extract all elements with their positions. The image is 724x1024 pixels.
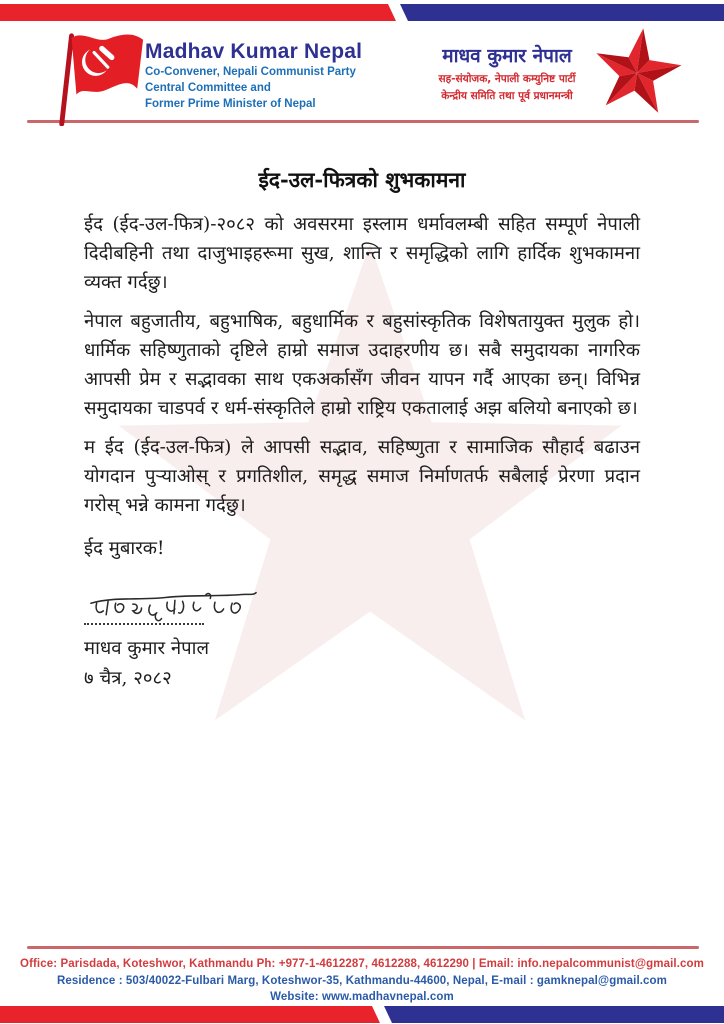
letter-date: ७ चैत्र, २०८२ xyxy=(84,668,172,689)
letter-paragraph-1: ईद (ईद-उल-फित्र)-२०८२ को अवसरमा इस्लाम धर्मावलम्बी सहित सम्पूर्ण नेपाली दिदीबहिनी तथा दाजुभाइहरूमा सुख, शान्ति र समृद्धिको लागि हार्दिक शुभकामना व्यक्त गर्दछु। xyxy=(84,214,640,293)
red-star-icon xyxy=(584,26,690,120)
nepali-role-line-1: सह-संयोजक, नेपाली कम्युनिष्ट पार्टी xyxy=(438,73,576,85)
nepali-role-line-2: केन्द्रीय समिति तथा पूर्व प्रधानमन्त्री xyxy=(441,90,573,102)
footer-residence-line: Residence : 503/40022-Fulbari Marg, Koteshwor-35, Kathmandu-44600, Nepal, E-mail : gamknepal@gmail.com xyxy=(56,974,668,987)
signature-block xyxy=(84,587,269,693)
footer-divider xyxy=(27,946,699,949)
letter-body xyxy=(84,165,640,693)
letter-paragraph-2: नेपाल बहुजातीय, बहुभाषिक, बहुधार्मिक र बहुसांस्कृतिक विशेषतायुक्त मुलुक हो। धार्मिक सहिष्णुताको दृष्टिले हाम्रो समाज उदाहरणीय छ। सबै समुदायका नागरिक आपसी प्रेम र सद्भावका साथ एकअर्कासँग जीवन यापन गर्दै आएका छन्। विभिन्न समुदायका चाडपर्व र धर्म-संस्कृतिले हाम्रो राष्ट्रिय एकतालाई अझ बलियो बनाएको छ। xyxy=(84,311,640,419)
nepali-identity-block xyxy=(432,42,582,104)
bottom-stripe xyxy=(0,1006,724,1023)
role-line-1: Co-Convener, Nepali Communist Party xyxy=(145,66,356,78)
footer-website-line: Website: www.madhavnepal.com xyxy=(270,991,454,1003)
footer-contact-block xyxy=(0,956,724,1006)
role-line-2: Central Committee and xyxy=(145,82,271,94)
role-line-3: Former Prime Minister of Nepal xyxy=(145,98,316,110)
signatory-name: माधव कुमार नेपाल xyxy=(84,638,210,659)
communist-party-flag-icon xyxy=(50,28,146,126)
letterhead-header xyxy=(0,0,724,135)
footer-office-line: Office: Parisdada, Koteshwor, Kathmandu Ph: +977-1-4612287, 4612288, 4612290 | Email: info.nepalcommunist@gmail.com xyxy=(20,958,704,970)
person-name-nepali: माधव कुमार नेपाल xyxy=(442,45,572,67)
letter-title: ईद-उल-फित्रको शुभकामना xyxy=(258,167,466,192)
person-name-english: Madhav Kumar Nepal xyxy=(145,40,363,63)
signature-dotted-line xyxy=(84,623,204,625)
english-identity-block xyxy=(145,40,362,112)
letter-paragraph-3: म ईद (ईद-उल-फित्र) ले आपसी सद्भाव, सहिष्णुता र सामाजिक सौहार्द बढाउन योगदान पुऱ्याओस् र प्रगतिशील, समृद्ध समाज निर्माणतर्फ सबैलाई प्रेरणा प्रदान गरोस् भन्ने कामना गर्दछु। xyxy=(84,437,640,516)
closing-line: ईद मुबारक! xyxy=(84,538,165,559)
